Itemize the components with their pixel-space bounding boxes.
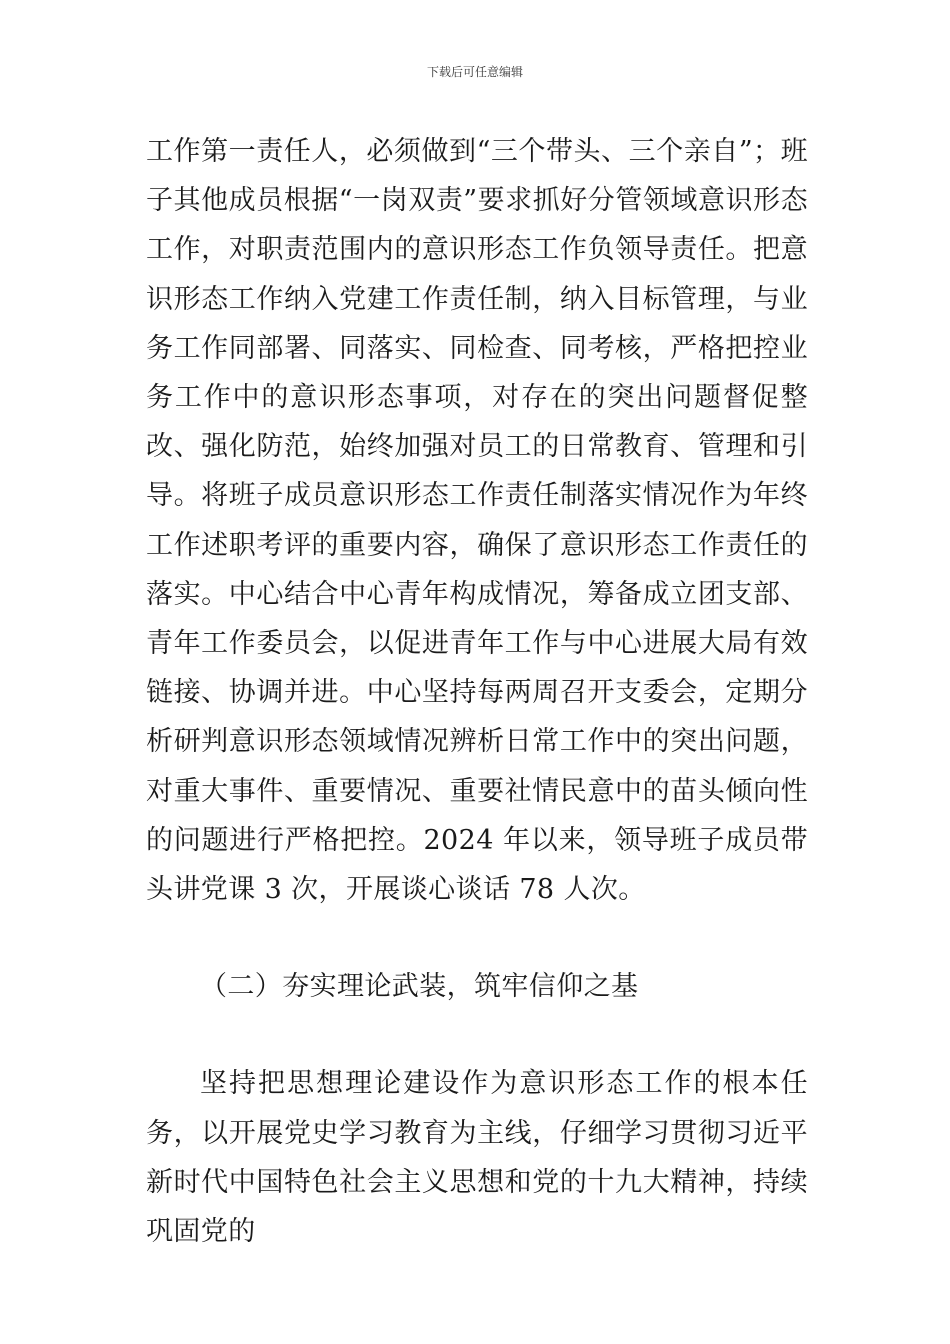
body-paragraph-2: 坚持把思想理论建设作为意识形态工作的根本任务，以开展党史学习教育为主线，仔细学习贯彻习近平新时代中国特色社会主义思想和党的十九大精神，持续巩固党的: [146, 1068, 808, 1248]
section-heading: （二）夯实理论武装，筑牢信仰之基: [200, 971, 639, 1003]
page-header: 下载后可任意编辑: [426, 65, 523, 79]
body-paragraph-1: 工作第一责任人，必须做到“三个带头、三个亲自”；班子其他成员根据“一岗双责”要求抓好分管领域意识形态工作，对职责范围内的意识形态工作负领导责任。把意识形态工作纳入党建工作责任制，纳入目标管理，与业务工作同部署、同落实、同检查、同考核，严格把控业务工作中的意识形态事项，对存在的突出问题督促整改、强化防范，始终加强对员工的日常教育、管理和引导。将班子成员意识形态工作责任制落实情况作为年终工作述职考评的重要内容，确保了意识形态工作责任的落实。中心结合中心青年构成情况，筹备成立团支部、青年工作委员会，以促进青年工作与中心进展大局有效链接、协调并进。中心坚持每两周召开支委会，定期分析研判意识形态领域情况辨析日常工作中的突出问题，对重大事件、重要情况、重要社情民意中的苗头倾向性的问题进行严格把控。2024 年以来，领导班子成员带头讲党课 3 次，开展谈心谈话 78 人次。: [146, 136, 808, 906]
document-body: [146, 127, 808, 1256]
